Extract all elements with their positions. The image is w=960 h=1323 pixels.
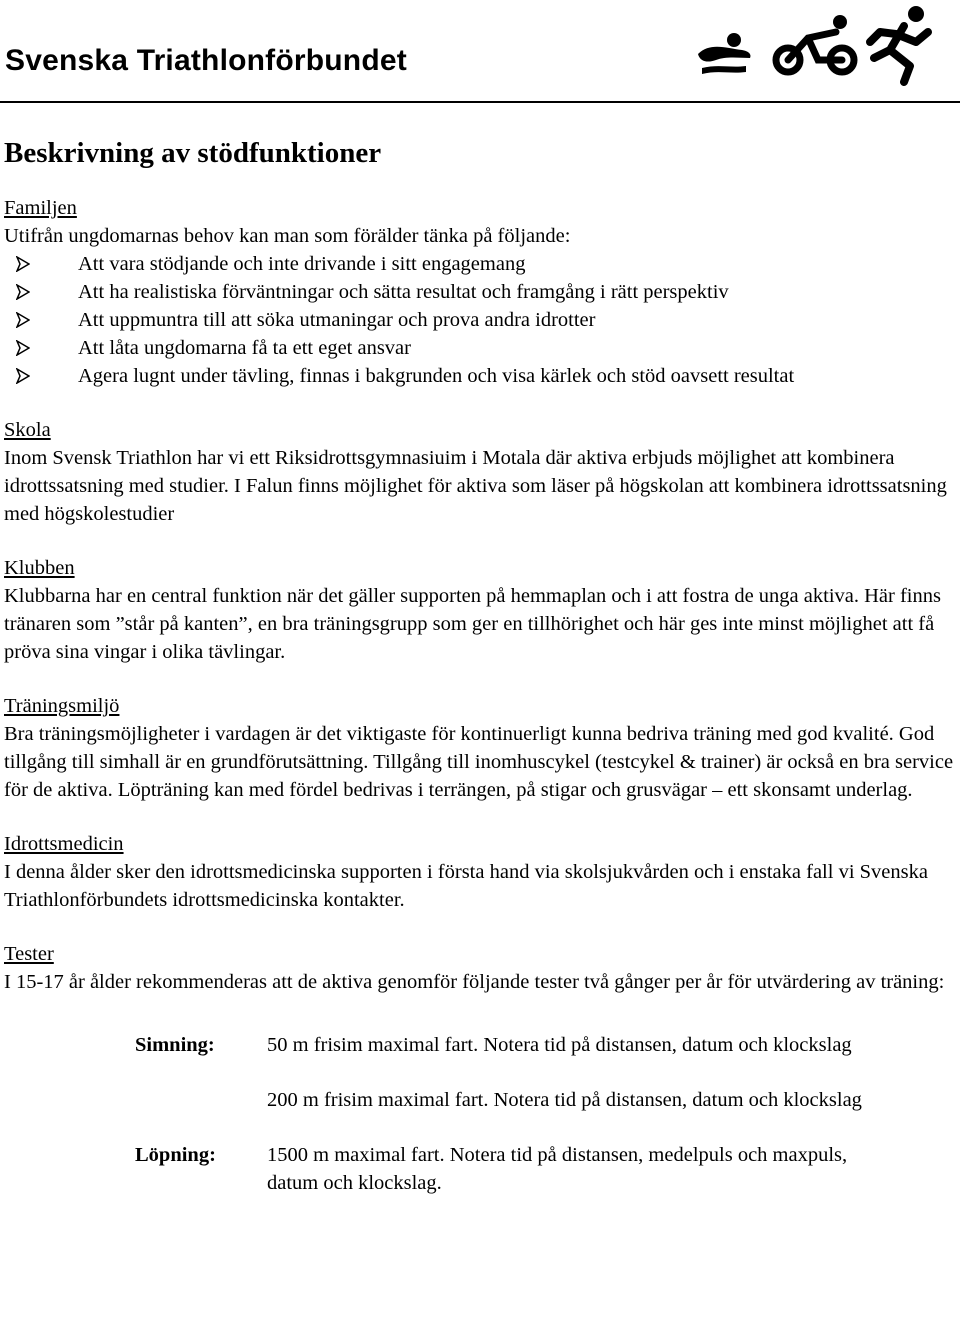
cyclist-icon [776, 32, 854, 72]
test-row-lopning [4, 1141, 954, 1197]
arrowhead-bullet-icon [16, 368, 30, 384]
page-title: Beskrivning av stödfunktioner [4, 137, 382, 169]
section-text: Inom Svensk Triathlon har vi ett Riksidrottsgymnasiuim i Motala där aktiva erbjuds möjlighet att kombinera idrottssatsning med studier. I Falun finns möjlighet för aktiva som läser på högskolan att kombinera idrottssatsning med högskolestudier [4, 447, 947, 525]
list-item-text: Agera lugnt under tävling, finnas i bakgrunden och visa kärlek och stöd oavsett resultat [78, 365, 795, 387]
list-item-text: Att ha realistiska förväntningar och sätta resultat och framgång i rätt perspektiv [78, 281, 729, 303]
section-text: I denna ålder sker den idrottsmedicinska supporten i första hand via skolsjukvården och i enstaka fall vi Svenska Triathlonförbundets idrottsmedicinska kontakter. [4, 861, 928, 911]
tests-table [4, 1031, 954, 1197]
list-item [4, 306, 954, 334]
section-heading: Idrottsmedicin [4, 833, 124, 855]
arrowhead-bullet-icon [16, 340, 30, 356]
page-header [0, 0, 960, 104]
arrowhead-bullet-icon [16, 312, 30, 328]
section-heading: Skola [4, 419, 51, 441]
list-item [4, 278, 954, 306]
triathlon-logo-icon [690, 2, 958, 88]
list-item [4, 250, 954, 278]
test-label-lopning: Löpning: [135, 1144, 216, 1166]
test-description: 1500 m maximal fart. Notera tid på distansen, medelpuls och maxpuls, datum och klockslag. [267, 1144, 848, 1194]
arrowhead-bullet-icon [16, 256, 30, 272]
org-name: Svenska Triathlonförbundet [5, 44, 407, 77]
section-heading: Familjen [4, 197, 77, 219]
section-idrottsmedicin [4, 830, 954, 914]
document-body [4, 130, 954, 1197]
bullet-list [4, 250, 954, 390]
test-description: 200 m frisim maximal fart. Notera tid på distansen, datum och klockslag [267, 1089, 862, 1111]
section-traningsmiljo [4, 692, 954, 804]
section-klubben [4, 554, 954, 666]
test-description: 50 m frisim maximal fart. Notera tid på distansen, datum och klockslag [267, 1034, 852, 1056]
section-text: Klubbarna har en central funktion när det gäller supporten på hemmaplan och i att fostra de unga aktiva. Här finns tränaren som ”står på kanten”, en bra träningsgrupp som ger en tillhörighet och här ges inte minst möjlighet att få pröva sina vingar i olika tävlingar. [4, 585, 941, 663]
section-text: I 15-17 år ålder rekommenderas att de aktiva genomför följande tester två gånger per år för utvärdering av träning: [4, 971, 945, 993]
section-intro: Utifrån ungdomarnas behov kan man som förälder tänka på följande: [4, 225, 571, 247]
test-row-simning-1 [4, 1031, 954, 1059]
list-item-text: Att vara stödjande och inte drivande i sitt engagemang [78, 253, 526, 275]
list-item-text: Att låta ungdomarna få ta ett eget ansvar [78, 337, 411, 359]
test-label-empty [4, 1086, 267, 1114]
section-heading: Klubben [4, 557, 75, 579]
section-familjen [4, 194, 954, 390]
test-label-simning: Simning: [135, 1034, 215, 1056]
section-tester [4, 940, 954, 996]
list-item [4, 334, 954, 362]
arrowhead-bullet-icon [16, 284, 30, 300]
section-heading: Träningsmiljö [4, 695, 120, 717]
section-text: Bra träningsmöjligheter i vardagen är det viktigaste för kontinuerligt kunna bedriva träning med god kvalité. God tillgång till simhall är en grundförutsättning. Tillgång till inomhuscykel (testcykel & trainer) är också en bra service för de aktiva. Löpträning kan med fördel bedrivas i terrängen, på stigar och grusvägar – ett skonsamt underlag. [4, 723, 954, 801]
header-rule [0, 101, 960, 103]
list-item [4, 362, 954, 390]
swimmer-icon [698, 33, 751, 74]
list-item-text: Att uppmuntra till att söka utmaningar och prova andra idrotter [78, 309, 596, 331]
section-heading: Tester [4, 943, 54, 965]
test-row-simning-2 [4, 1086, 954, 1114]
runner-icon [870, 26, 928, 82]
section-skola [4, 416, 954, 528]
